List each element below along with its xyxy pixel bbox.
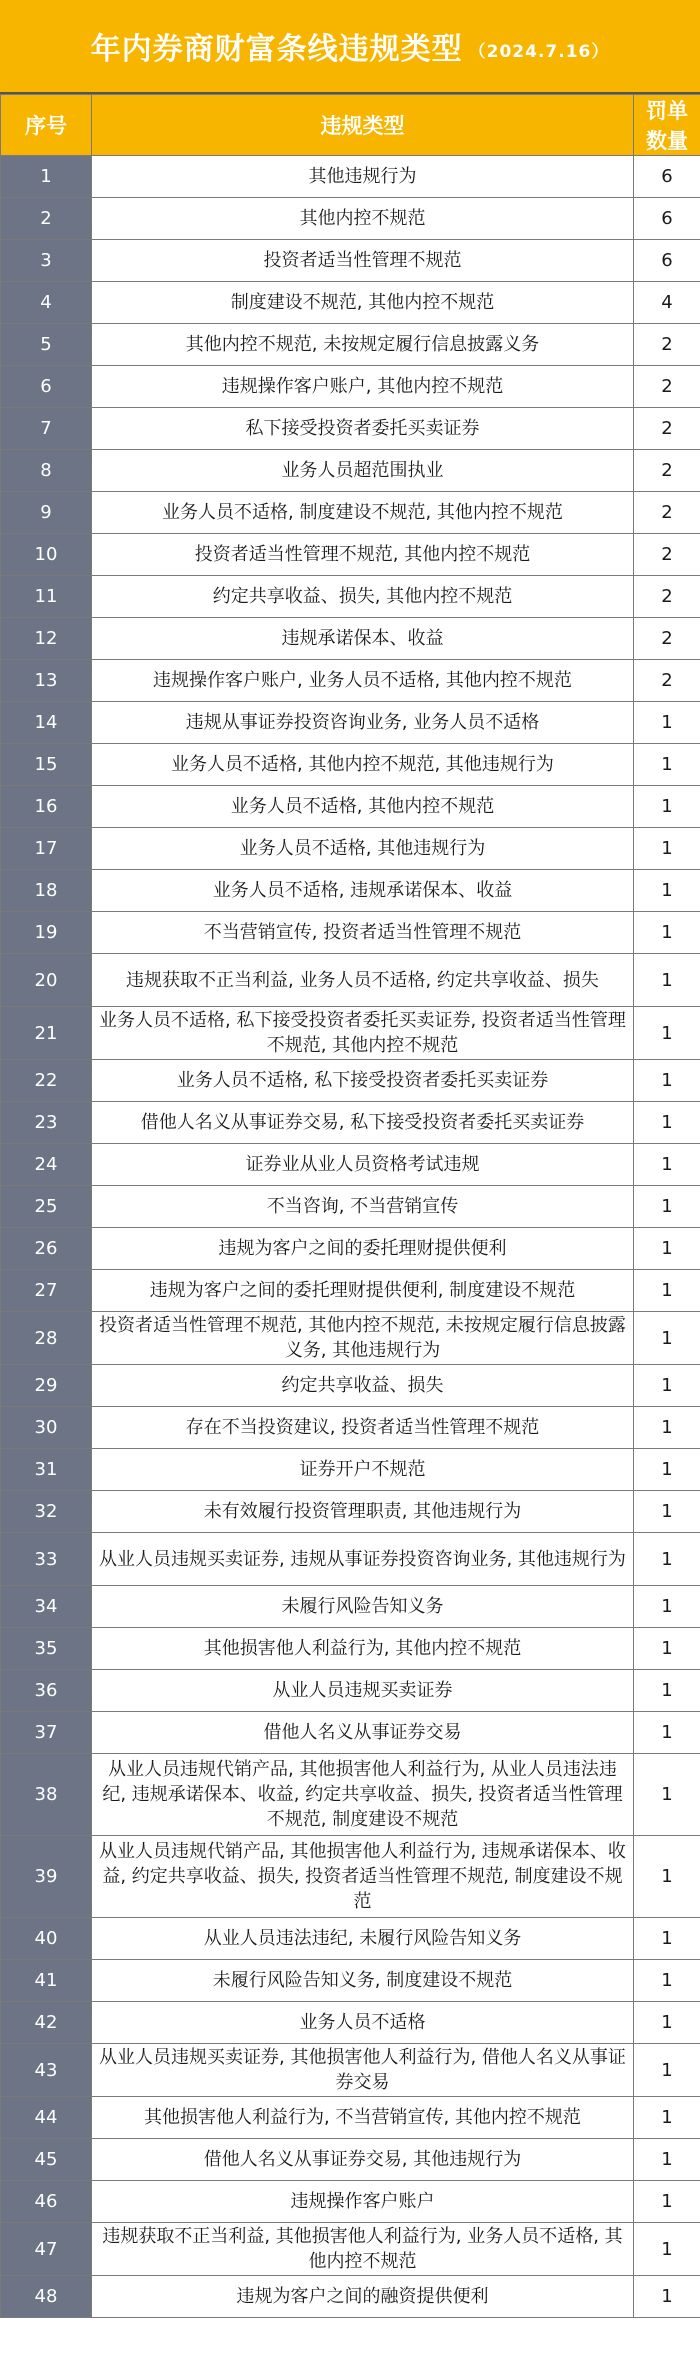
row-number: 8 — [1, 450, 92, 492]
row-number: 24 — [1, 1144, 92, 1186]
row-number: 12 — [1, 618, 92, 660]
penalty-count: 1 — [634, 1533, 700, 1586]
row-number: 31 — [1, 1449, 92, 1491]
violation-type: 从业人员违规代销产品, 其他损害他人利益行为, 违规承诺保本、收益, 约定共享收益、损失, 投资者适当性管理不规范, 制度建设不规范 — [92, 1836, 634, 1918]
row-number: 41 — [1, 1960, 92, 2002]
violation-type: 投资者适当性管理不规范 — [92, 240, 634, 282]
row-number: 32 — [1, 1491, 92, 1533]
row-number: 9 — [1, 492, 92, 534]
row-number: 25 — [1, 1186, 92, 1228]
table-row — [1, 1365, 700, 1407]
row-number: 20 — [1, 954, 92, 1007]
table-row — [1, 702, 700, 744]
violation-type: 私下接受投资者委托买卖证券 — [92, 408, 634, 450]
header-type: 违规类型 — [92, 95, 634, 156]
violation-type: 从业人员违规代销产品, 其他损害他人利益行为, 从业人员违法违纪, 违规承诺保本、收益, 约定共享收益、损失, 投资者适当性管理不规范, 制度建设不规范 — [92, 1754, 634, 1836]
violation-type: 业务人员超范围执业 — [92, 450, 634, 492]
penalty-count: 1 — [634, 2223, 700, 2276]
table-row — [1, 1670, 700, 1712]
penalty-count: 2 — [634, 660, 700, 702]
table-row — [1, 1060, 700, 1102]
violation-type: 业务人员不适格 — [92, 2002, 634, 2044]
row-number: 23 — [1, 1102, 92, 1144]
title-date: （2024.7.16） — [468, 41, 610, 62]
title-text: 年内券商财富条线违规类型 — [90, 32, 463, 67]
table-row — [1, 2002, 700, 2044]
penalty-count: 1 — [634, 1836, 700, 1918]
header-num: 序号 — [1, 95, 92, 156]
table-row — [1, 786, 700, 828]
violation-type: 违规从事证券投资咨询业务, 业务人员不适格 — [92, 702, 634, 744]
row-number: 48 — [1, 2276, 92, 2318]
penalty-count: 1 — [634, 1228, 700, 1270]
row-number: 37 — [1, 1712, 92, 1754]
table-row — [1, 450, 700, 492]
row-number: 38 — [1, 1754, 92, 1836]
penalty-count: 1 — [634, 1312, 700, 1365]
table-row — [1, 240, 700, 282]
table-row — [1, 1270, 700, 1312]
violation-type: 业务人员不适格, 私下接受投资者委托买卖证券 — [92, 1060, 634, 1102]
penalty-count: 1 — [634, 1754, 700, 1836]
violation-type: 其他内控不规范 — [92, 198, 634, 240]
row-number: 40 — [1, 1918, 92, 1960]
penalty-count: 1 — [634, 1270, 700, 1312]
violation-type: 投资者适当性管理不规范, 其他内控不规范, 未按规定履行信息披露义务, 其他违规行为 — [92, 1312, 634, 1365]
penalty-count: 2 — [634, 576, 700, 618]
violation-type: 违规为客户之间的委托理财提供便利, 制度建设不规范 — [92, 1270, 634, 1312]
violation-type: 违规为客户之间的融资提供便利 — [92, 2276, 634, 2318]
violation-type: 违规操作客户账户 — [92, 2181, 634, 2223]
table-row — [1, 1449, 700, 1491]
row-number: 1 — [1, 156, 92, 198]
table-row — [1, 324, 700, 366]
violation-type: 其他内控不规范, 未按规定履行信息披露义务 — [92, 324, 634, 366]
penalty-count: 6 — [634, 198, 700, 240]
table-row — [1, 1960, 700, 2002]
penalty-count: 1 — [634, 1060, 700, 1102]
row-number: 35 — [1, 1628, 92, 1670]
table-row — [1, 366, 700, 408]
row-number: 2 — [1, 198, 92, 240]
penalty-count: 1 — [634, 702, 700, 744]
table-row — [1, 156, 700, 198]
penalty-count: 1 — [634, 2181, 700, 2223]
table-row — [1, 1186, 700, 1228]
table-row — [1, 954, 700, 1007]
row-number: 30 — [1, 1407, 92, 1449]
row-number: 19 — [1, 912, 92, 954]
violation-type: 不当咨询, 不当营销宣传 — [92, 1186, 634, 1228]
penalty-count: 1 — [634, 2044, 700, 2097]
violation-type: 违规操作客户账户, 其他内控不规范 — [92, 366, 634, 408]
table-row — [1, 408, 700, 450]
violation-type: 证券开户不规范 — [92, 1449, 634, 1491]
penalty-count: 1 — [634, 1449, 700, 1491]
row-number: 39 — [1, 1836, 92, 1918]
penalty-count: 1 — [634, 1102, 700, 1144]
penalty-count: 1 — [634, 1365, 700, 1407]
penalty-count: 2 — [634, 618, 700, 660]
violation-type: 制度建设不规范, 其他内控不规范 — [92, 282, 634, 324]
row-number: 36 — [1, 1670, 92, 1712]
header-count: 罚单数量 — [634, 95, 700, 156]
violation-type: 从业人员违规买卖证券, 违规从事证券投资咨询业务, 其他违规行为 — [92, 1533, 634, 1586]
row-number: 6 — [1, 366, 92, 408]
table-row — [1, 828, 700, 870]
violation-type: 不当营销宣传, 投资者适当性管理不规范 — [92, 912, 634, 954]
row-number: 33 — [1, 1533, 92, 1586]
table-row — [1, 1491, 700, 1533]
penalty-count: 1 — [634, 1712, 700, 1754]
row-number: 10 — [1, 534, 92, 576]
row-number: 27 — [1, 1270, 92, 1312]
violation-type: 未履行风险告知义务 — [92, 1586, 634, 1628]
penalty-count: 1 — [634, 828, 700, 870]
penalty-count: 1 — [634, 786, 700, 828]
table-row — [1, 2276, 700, 2318]
violation-type: 其他违规行为 — [92, 156, 634, 198]
row-number: 3 — [1, 240, 92, 282]
violation-type: 业务人员不适格, 违规承诺保本、收益 — [92, 870, 634, 912]
penalty-count: 2 — [634, 324, 700, 366]
penalty-count: 1 — [634, 1918, 700, 1960]
violation-type: 借他人名义从事证券交易 — [92, 1712, 634, 1754]
row-number: 14 — [1, 702, 92, 744]
violation-type: 业务人员不适格, 其他内控不规范, 其他违规行为 — [92, 744, 634, 786]
table-row — [1, 660, 700, 702]
table-row — [1, 1102, 700, 1144]
row-number: 42 — [1, 2002, 92, 2044]
table-row — [1, 576, 700, 618]
table-row — [1, 1836, 700, 1918]
penalty-count: 1 — [634, 1407, 700, 1449]
violation-type: 从业人员违规买卖证券, 其他损害他人利益行为, 借他人名义从事证券交易 — [92, 2044, 634, 2097]
violation-type: 违规获取不正当利益, 业务人员不适格, 约定共享收益、损失 — [92, 954, 634, 1007]
penalty-count: 1 — [634, 912, 700, 954]
row-number: 22 — [1, 1060, 92, 1102]
violation-table — [0, 94, 700, 2318]
violation-type: 借他人名义从事证券交易, 私下接受投资者委托买卖证券 — [92, 1102, 634, 1144]
table-row — [1, 198, 700, 240]
row-number: 29 — [1, 1365, 92, 1407]
violation-type: 违规获取不正当利益, 其他损害他人利益行为, 业务人员不适格, 其他内控不规范 — [92, 2223, 634, 2276]
table-row — [1, 1007, 700, 1060]
table-title — [0, 0, 700, 94]
row-number: 17 — [1, 828, 92, 870]
penalty-count: 1 — [634, 1491, 700, 1533]
table-row — [1, 534, 700, 576]
penalty-count: 2 — [634, 366, 700, 408]
table-row — [1, 1228, 700, 1270]
penalty-count: 1 — [634, 2002, 700, 2044]
table-row — [1, 2044, 700, 2097]
row-number: 47 — [1, 2223, 92, 2276]
violation-type: 业务人员不适格, 制度建设不规范, 其他内控不规范 — [92, 492, 634, 534]
penalty-count: 1 — [634, 2276, 700, 2318]
violation-type: 存在不当投资建议, 投资者适当性管理不规范 — [92, 1407, 634, 1449]
table-row — [1, 618, 700, 660]
violation-type: 证券业从业人员资格考试违规 — [92, 1144, 634, 1186]
penalty-count: 1 — [634, 1144, 700, 1186]
row-number: 15 — [1, 744, 92, 786]
row-number: 46 — [1, 2181, 92, 2223]
penalty-count: 1 — [634, 1960, 700, 2002]
table-row — [1, 1407, 700, 1449]
penalty-count: 2 — [634, 450, 700, 492]
violation-type: 其他损害他人利益行为, 不当营销宣传, 其他内控不规范 — [92, 2097, 634, 2139]
penalty-count: 1 — [634, 1628, 700, 1670]
violation-type: 业务人员不适格, 其他违规行为 — [92, 828, 634, 870]
row-number: 21 — [1, 1007, 92, 1060]
violation-type: 违规操作客户账户, 业务人员不适格, 其他内控不规范 — [92, 660, 634, 702]
row-number: 4 — [1, 282, 92, 324]
penalty-count: 4 — [634, 282, 700, 324]
penalty-count: 1 — [634, 1007, 700, 1060]
table-row — [1, 492, 700, 534]
penalty-count: 1 — [634, 1186, 700, 1228]
penalty-count: 2 — [634, 408, 700, 450]
violation-type: 业务人员不适格, 私下接受投资者委托买卖证券, 投资者适当性管理不规范, 其他内控不规范 — [92, 1007, 634, 1060]
row-number: 26 — [1, 1228, 92, 1270]
header-row — [1, 95, 700, 156]
violation-type: 从业人员违法违纪, 未履行风险告知义务 — [92, 1918, 634, 1960]
penalty-count: 2 — [634, 492, 700, 534]
penalty-count: 1 — [634, 2139, 700, 2181]
table-row — [1, 282, 700, 324]
penalty-count: 1 — [634, 744, 700, 786]
table-body — [1, 156, 700, 2318]
violation-type: 违规承诺保本、收益 — [92, 618, 634, 660]
penalty-count: 6 — [634, 240, 700, 282]
row-number: 5 — [1, 324, 92, 366]
table-row — [1, 1586, 700, 1628]
row-number: 11 — [1, 576, 92, 618]
table-row — [1, 1918, 700, 1960]
violation-type: 未有效履行投资管理职责, 其他违规行为 — [92, 1491, 634, 1533]
row-number: 34 — [1, 1586, 92, 1628]
table-row — [1, 744, 700, 786]
violation-type: 违规为客户之间的委托理财提供便利 — [92, 1228, 634, 1270]
violation-type: 从业人员违规买卖证券 — [92, 1670, 634, 1712]
penalty-count: 1 — [634, 2097, 700, 2139]
violation-type: 借他人名义从事证券交易, 其他违规行为 — [92, 2139, 634, 2181]
table-row — [1, 2097, 700, 2139]
violation-type: 约定共享收益、损失, 其他内控不规范 — [92, 576, 634, 618]
penalty-count: 1 — [634, 1670, 700, 1712]
row-number: 28 — [1, 1312, 92, 1365]
table-row — [1, 1144, 700, 1186]
row-number: 44 — [1, 2097, 92, 2139]
row-number: 16 — [1, 786, 92, 828]
penalty-count: 1 — [634, 870, 700, 912]
table-row — [1, 1312, 700, 1365]
table-row — [1, 912, 700, 954]
table-row — [1, 870, 700, 912]
row-number: 43 — [1, 2044, 92, 2097]
row-number: 45 — [1, 2139, 92, 2181]
table-row — [1, 2139, 700, 2181]
violation-type: 未履行风险告知义务, 制度建设不规范 — [92, 1960, 634, 2002]
penalty-count: 2 — [634, 534, 700, 576]
violation-type: 业务人员不适格, 其他内控不规范 — [92, 786, 634, 828]
table-row — [1, 1533, 700, 1586]
row-number: 13 — [1, 660, 92, 702]
violation-type: 约定共享收益、损失 — [92, 1365, 634, 1407]
violation-type: 其他损害他人利益行为, 其他内控不规范 — [92, 1628, 634, 1670]
table-row — [1, 2181, 700, 2223]
table-row — [1, 1754, 700, 1836]
violation-type: 投资者适当性管理不规范, 其他内控不规范 — [92, 534, 634, 576]
penalty-count: 1 — [634, 1586, 700, 1628]
row-number: 18 — [1, 870, 92, 912]
table-row — [1, 1628, 700, 1670]
table-row — [1, 2223, 700, 2276]
penalty-count: 1 — [634, 954, 700, 1007]
penalty-count: 6 — [634, 156, 700, 198]
row-number: 7 — [1, 408, 92, 450]
table-row — [1, 1712, 700, 1754]
